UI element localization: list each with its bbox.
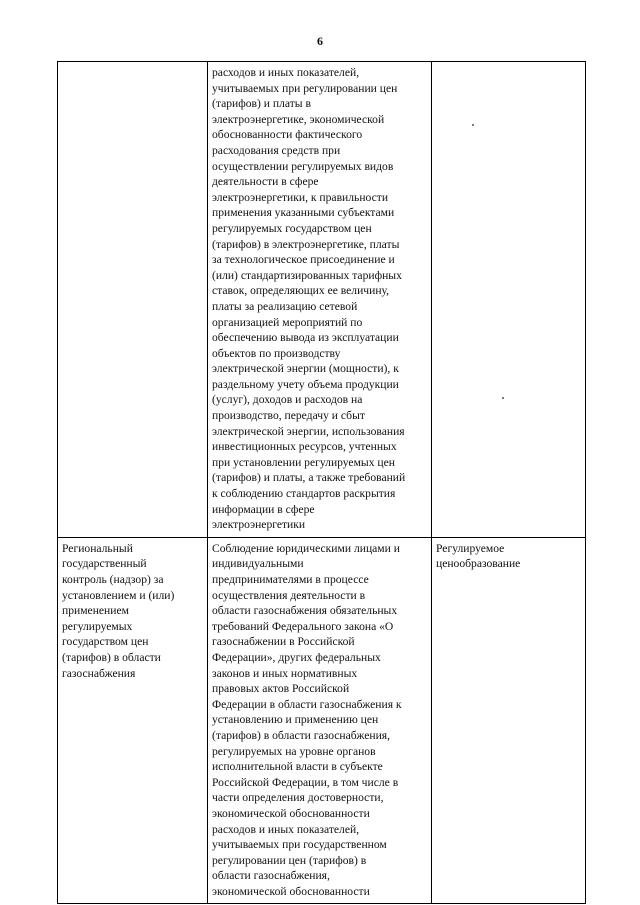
control-type-text: Региональный государственный контроль (надзор) за установлением и (или) применением регулируемых государством цен (тарифов) в области газоснабжения	[62, 541, 175, 680]
regulated-area-text: Регулируемое ценообразование	[436, 541, 521, 571]
table-cell-area	[432, 537, 586, 904]
scan-speck	[472, 124, 474, 126]
scan-speck	[502, 397, 504, 399]
subject-text: Соблюдение юридическими лицами и индивидуальными предпринимателями в процессе осуществления деятельности в области газоснабжения обязательных требований Федерального закона «О газоснабжении в Российской Федерации», других федеральных законов и иных нормативных правовых актов Российской Федерации в области газоснабжения к установлению и применению цен (тарифов) в области газоснабжения, регулируемых на уровне органов исполнительной власти в субъекте Российской Федерации, в том числе в части определения достоверности, экономической обоснованности расходов и иных показателей, учитываемых при государственном регулировании цен (тарифов) в области газоснабжения, экономической обоснованности	[212, 541, 402, 898]
subject-text: расходов и иных показателей, учитываемых при регулировании цен (тарифов) и платы в электроэнергетике, экономической обоснованности фактического расходования средств при осуществлении регулируемых видов деятельности в сфере электроэнергетики, к правильности применения указанными субъектами регулируемых государством цен (тарифов) в электроэнергетике, платы за технологическое присоединение и (или) стандартизированных тарифных ставок, определяющих ее величину, платы за реализацию сетевой организацией мероприятий по обеспечению вывода из эксплуатации объектов по производству электрической энергии (мощности), к раздельному учету объема продукции (услуг), доходов и расходов на производство, передачу и сбыт электрической энергии, использования инвестиционных ресурсов, учтенных при установлении регулируемых цен (тарифов) и платы, а также требований к соблюдению стандартов раскрытия информации в сфере электроэнергетики	[212, 66, 406, 532]
table-cell-type	[58, 537, 208, 904]
table-cell-area	[432, 62, 586, 538]
table-row	[58, 62, 586, 538]
document-table	[57, 61, 586, 904]
table-cell-type	[58, 62, 208, 538]
page-number: 6	[317, 34, 323, 48]
table-cell-subject	[208, 62, 432, 538]
table-row	[58, 537, 586, 904]
table-cell-subject	[208, 537, 432, 904]
